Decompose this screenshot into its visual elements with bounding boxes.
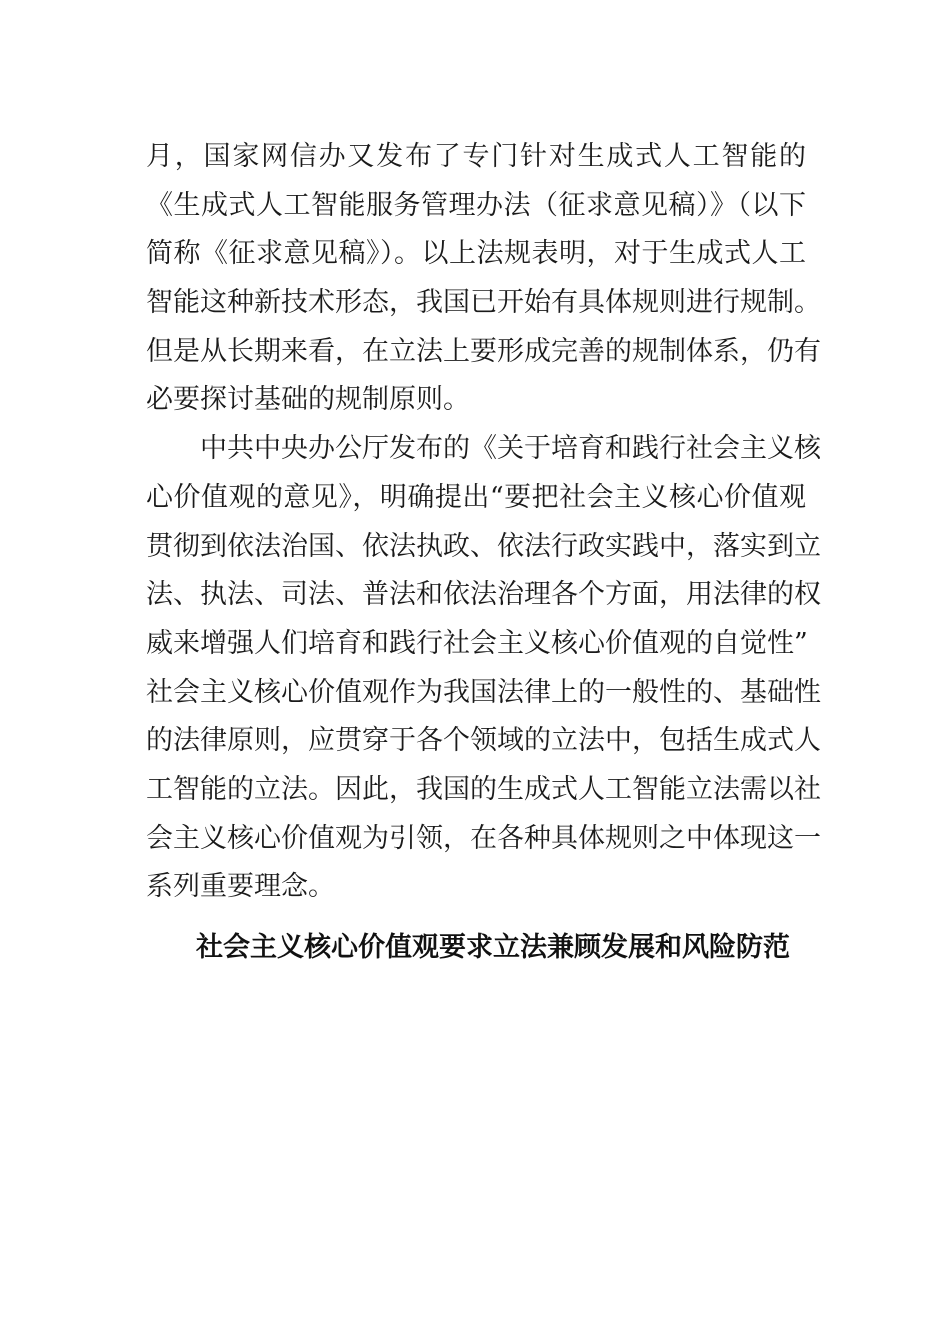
paragraph-1-line-6: 必要探讨基础的规制原则。 — [146, 384, 470, 416]
paragraph-2-line-2: 心价值观的意见》，明确提出“要把社会主义核心价值观 — [146, 481, 806, 513]
paragraph-2-line-5: 威来增强人们培育和践行社会主义核心价值观的自觉性” — [146, 627, 808, 659]
paragraph-2-line-6: 社会主义核心价值观作为我国法律上的一般性的、基础性 — [146, 676, 821, 708]
paragraph-2-line-8: 工智能的立法。因此，我国的生成式人工智能立法需以社 — [146, 773, 821, 805]
paragraph-2-line-7: 的法律原则，应贯穿于各个领域的立法中，包括生成式人 — [146, 725, 821, 757]
paragraph-2-line-1: 中共中央办公厅发布的《关于培育和践行社会主义核 — [200, 433, 821, 465]
section-heading: 社会主义核心价值观要求立法兼顾发展和风险防范 — [196, 932, 790, 963]
paragraph-2-line-4: 法、执法、司法、普法和依法治理各个方面，用法律的权 — [146, 579, 821, 611]
paragraph-2-line-3: 贯彻到依法治国、依法执政、依法行政实践中，落实到立 — [146, 530, 821, 562]
paragraph-1-line-4: 智能这种新技术形态，我国已开始有具体规则进行规制。 — [146, 287, 821, 319]
paragraph-1-line-3: 简称《征求意见稿》）。以上法规表明，对于生成式人工 — [146, 238, 806, 270]
paragraph-1-line-2: 《生成式人工智能服务管理办法（征求意见稿）》（以下 — [146, 189, 806, 221]
paragraph-1-line-1: 月，国家网信办又发布了专门针对生成式人工智能的 — [146, 141, 806, 172]
paragraph-2-line-9: 会主义核心价值观为引领，在各种具体规则之中体现这一 — [146, 822, 821, 854]
body-text — [146, 133, 821, 912]
paragraph-1-line-5: 但是从长期来看，在立法上要形成完善的规制体系，仍有 — [146, 335, 821, 367]
paragraph-2-line-10: 系列重要理念。 — [146, 871, 335, 903]
